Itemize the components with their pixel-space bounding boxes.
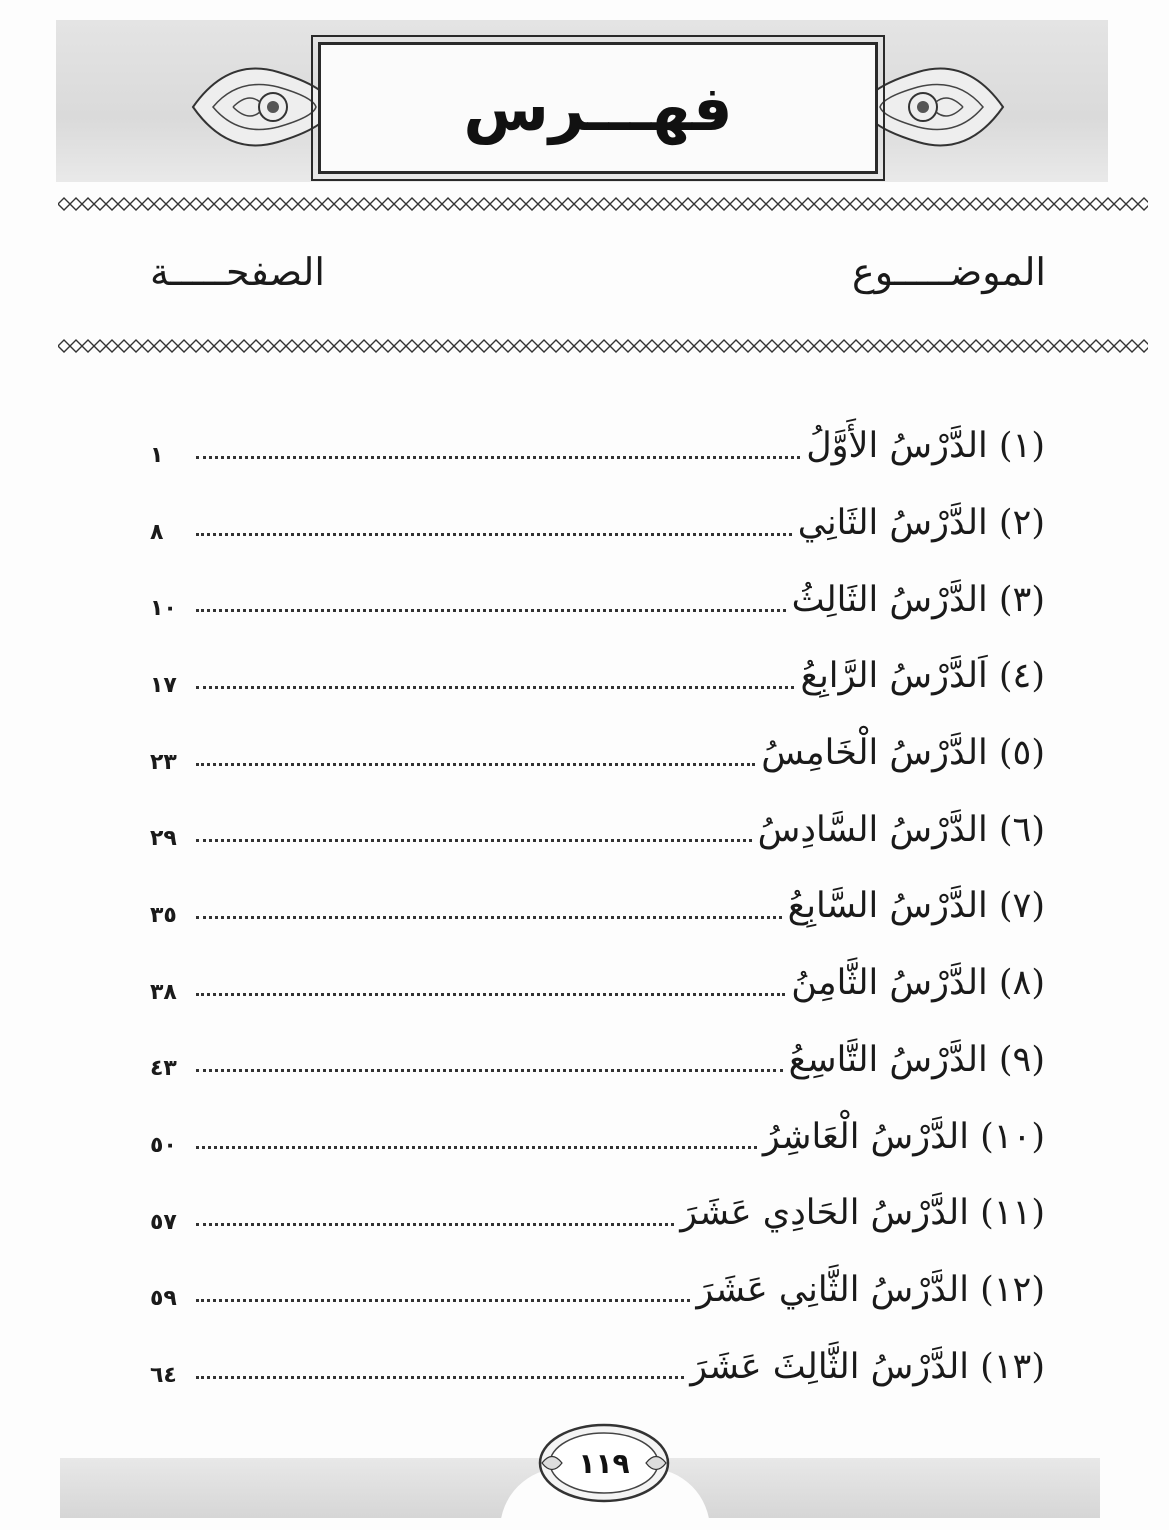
entry-title: (١٠) الدَّرْسُ الْعَاشِرُ [762,1116,1045,1157]
dot-leader [196,916,782,919]
entry-page-number: ٣٥ [150,902,177,928]
column-headers [140,236,1050,306]
entry-title: (٢) الدَّرْسُ الثَانِي [797,503,1045,544]
decorative-divider [58,336,1148,356]
dot-leader [196,763,755,766]
entry-title: (١١) الدَّرْسُ الحَادِي عَشَرَ [680,1193,1045,1234]
toc-entry[interactable] [150,485,1045,562]
toc-entry[interactable] [150,1252,1045,1329]
toc-entry[interactable] [150,561,1045,638]
entry-page-number: ٥٩ [150,1286,177,1312]
toc-entry[interactable] [150,1098,1045,1175]
entry-page-number: ٢٩ [150,826,177,852]
dot-leader [196,609,786,612]
toc-entry[interactable] [150,791,1045,868]
entry-page-number: ١٠ [150,596,177,622]
entry-title: (٤) اَلدَّرْسُ الرَّابِعُ [800,656,1045,697]
toc-entry[interactable] [150,1175,1045,1252]
toc-entry[interactable] [150,1022,1045,1099]
dot-leader [196,533,792,536]
entry-page-number: ٥٧ [150,1209,177,1235]
entry-page-number: ٥٠ [150,1133,177,1159]
toc-entry[interactable] [150,945,1045,1022]
table-of-contents [150,408,1045,1405]
toc-entry[interactable] [150,638,1045,715]
entry-title: (١٣) الدَّرْسُ الثَّالِثَ عَشَرَ [690,1346,1045,1387]
entry-title: (٥) الدَّرْسُ الْخَامِسُ [761,733,1045,774]
dot-leader [196,1223,674,1226]
dot-leader [196,686,794,689]
entry-page-number: ٢٣ [150,749,177,775]
entry-page-number: ٤٣ [150,1056,177,1082]
toc-entry[interactable] [150,868,1045,945]
dot-leader [196,1069,783,1072]
entry-page-number: ٦٤ [150,1363,177,1389]
entry-title: (١) الدَّرْسُ الأَوَّلُ [806,426,1045,467]
entry-title: (٣) الدَّرْسُ الثَالِثُ [791,579,1045,620]
decorative-divider [58,194,1148,214]
entry-title: (٦) الدَّرْسُ السَّادِسُ [757,809,1045,850]
page-number: ١١٩ [578,1446,630,1480]
entry-page-number: ٣٨ [150,979,177,1005]
left-arabesque-ornament [188,52,338,162]
entry-page-number: ٨ [150,519,164,545]
topic-column-header: الموضـــــوع [852,250,1046,294]
entry-page-number: ١٧ [150,672,177,698]
entry-title: (٩) الدَّرْسُ التَّاسِعُ [788,1039,1045,1080]
dot-leader [196,839,752,842]
entry-title: (٧) الدَّرْسُ السَّابِعُ [787,886,1045,927]
right-arabesque-ornament [858,52,1008,162]
toc-entry[interactable] [150,408,1045,485]
entry-title: (٨) الدَّرْسُ الثَّامِنُ [791,963,1045,1004]
toc-entry[interactable] [150,715,1045,792]
page-title: فهـــرس [463,71,733,145]
dot-leader [196,1146,757,1149]
entry-page-number: ١ [150,442,164,468]
entry-title: (١٢) الدَّرْسُ الثَّانِي عَشَرَ [696,1269,1045,1310]
dot-leader [196,456,800,459]
toc-entry[interactable] [150,1328,1045,1405]
dot-leader [196,993,785,996]
dot-leader [196,1376,684,1379]
page-column-header: الصفحـــــة [150,250,325,294]
dot-leader [196,1299,690,1302]
